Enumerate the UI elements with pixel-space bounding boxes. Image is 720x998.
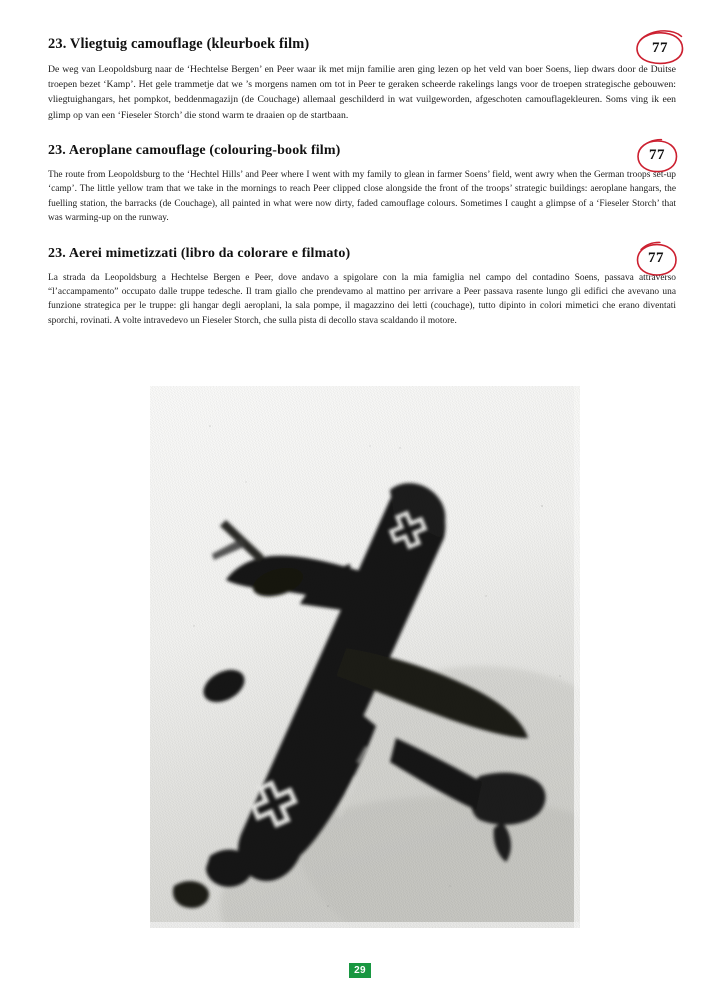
text-column <box>48 36 682 344</box>
page-reference-number: 77 <box>652 39 668 56</box>
film-grain-overlay <box>150 386 580 928</box>
section-english <box>48 143 682 226</box>
section-heading-italian: 23. Aerei mimetizzati (libro da colorare e filmato) <box>48 245 351 261</box>
section-body-english: The route from Leopoldsburg to the ‘Hechtel Hills’ and Peer where I went with my family to glean in farmer Soens’ field, went awry when the German troops set-up ‘camp’. The little yellow tram that we take in the mornings to reach Peer clipped close alongside the front of the troops’ strategic buildings: aeroplane hangars, the fuelling station, the barracks (de Couchage), all painted in what were now dirty, faded camouflage colours. Sometimes I caught a glimpse of a ‘Fieseler Storch’ that was warming-up on the runway. <box>48 169 676 224</box>
section-body-dutch: De weg van Leopoldsburg naar de ‘Hechtelse Bergen’ en Peer waar ik met mijn familie aren ging lezen op het veld van boer Soens, liep dwars door de Duitse troepen bezet ‘Kamp’. Het gele trammetje dat we ’s morgens namen om tot in Peer te geraken scheerde rakelings langs voor de troepen strategische gebouwen: vliegtuighangars, het pompkot, beddenmagazijn (de Couchage) allemaal geschilderd in wat vuilgeworden, afgeschoten camouflagekleuren. Soms ving ik een glimp op van een ‘Fieseler Storch’ die stond warm te draaien op de startbaan. <box>48 63 676 121</box>
section-body-italian: La strada da Leopoldsburg a Hechtelse Bergen e Peer, dove andavo a spigolare con la mia famiglia nel campo del contadino Soens, passava attraverso “l’accampamento” occupato dalle truppe tedesche. Il tram giallo che prendevamo al mattino per arrivare a Peer passava rasente lungo gli edifici che avevano una funzione strategica per le truppe: gli hangar degli aeroplani, la sala pompe, il magazzino dei letti (couchage), tutto dipinto in colori mimetici che erano diventati sporchi, rovinati. A volte intravedevo un Fieseler Storch, che sulla pista di decollo stava scaldando il motore. <box>48 272 676 326</box>
section-dutch <box>48 36 682 123</box>
section-italian <box>48 246 682 329</box>
page-reference-number: 77 <box>648 250 664 267</box>
aircraft-photograph <box>150 386 580 928</box>
section-heading-dutch: 23. Vliegtuig camouflage (kleurboek film) <box>48 36 310 52</box>
page-number-badge: 29 <box>349 963 371 978</box>
section-heading-english: 23. Aeroplane camouflage (colouring-book film) <box>48 142 341 158</box>
page-reference-number: 77 <box>649 147 665 164</box>
